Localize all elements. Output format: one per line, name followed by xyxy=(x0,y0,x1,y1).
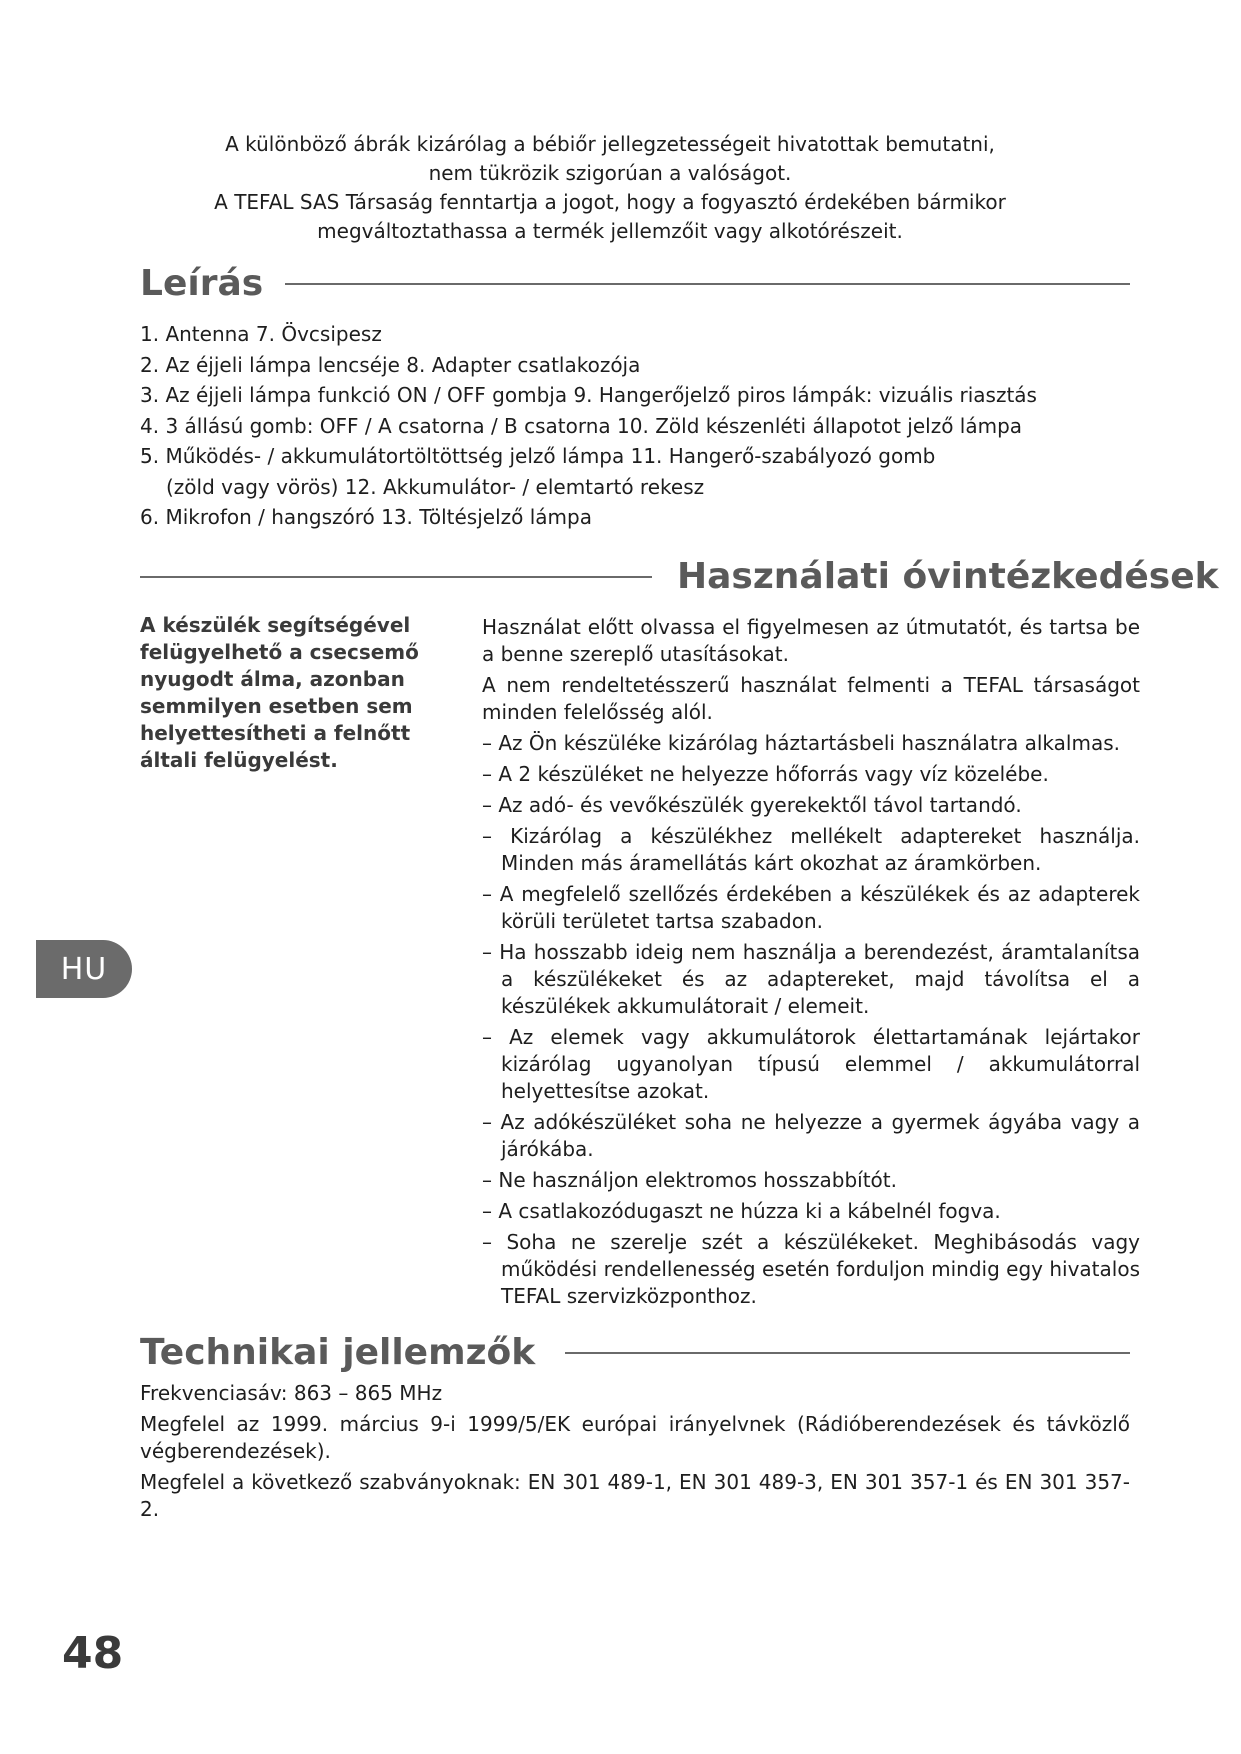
intro-disclaimer xyxy=(160,130,1060,246)
list-item: – A megfelelő szellőzés érdekében a készülékek és az adapterek körüli területet tartsa szabadon. xyxy=(482,882,1140,933)
language-tab xyxy=(36,940,132,998)
heading-rule xyxy=(565,1352,1130,1354)
precautions-heading xyxy=(140,556,1219,597)
list-item: – Az elemek vagy akkumulátorok élettartamának lejártakor kizárólag ugyanolyan típusú elemmel / akkumulátorral helyettesítse azokat. xyxy=(482,1025,1140,1103)
intro-line: nem tükrözik szigorúan a valóságot. xyxy=(428,161,792,185)
standards-line: Megfelel a következő szabványoknak: EN 301 489-1, EN 301 489-3, EN 301 357-1 és EN 301 357-2. xyxy=(140,1470,1130,1521)
technical-body xyxy=(140,1380,1130,1527)
page-number: 48 xyxy=(62,1628,124,1679)
heading-rule xyxy=(285,283,1130,285)
technical-title: Technikai jellemzők xyxy=(140,1332,536,1373)
description-heading xyxy=(140,263,1130,304)
list-item: (zöld vagy vörös) 12. Akkumulátor- / elemtartó rekesz xyxy=(166,474,705,499)
supervision-note: A készülék segítségével felügyelhető a csecsemő nyugodt álma, azonban semmilyen esetben sem helyettesítheti a felnőtt általi felügyelést. xyxy=(140,613,419,772)
list-item: – Soha ne szerelje szét a készülékeket. Meghibásodás vagy működési rendellenesség esetén forduljon mindig egy hivatalos TEFAL szervizközponthoz. xyxy=(482,1230,1140,1308)
list-item: – Az adókészüléket soha ne helyezze a gyermek ágyába vagy a járókába. xyxy=(482,1110,1140,1161)
description-title: Leírás xyxy=(140,263,264,304)
list-item: – A csatlakozódugaszt ne húzza ki a kábelnél fogva. xyxy=(482,1199,1001,1223)
description-list xyxy=(140,319,1100,533)
list-item: 4. 3 állású gomb: OFF / A csatorna / B csatorna 10. Zöld készenléti állapotot jelző lámpa xyxy=(140,413,1023,438)
frequency-line: Frekvenciasáv: 863 – 865 MHz xyxy=(140,1381,443,1405)
list-item: 5. Működés- / akkumulátortöltöttség jelző lámpa 11. Hangerő-szabályozó gomb xyxy=(140,444,936,468)
list-item: – A 2 készüléket ne helyezze hőforrás vagy víz közelébe. xyxy=(482,762,1049,786)
heading-rule xyxy=(140,576,652,578)
intro-line: megváltoztathassa a termék jellemzőit vagy alkotórészeit. xyxy=(317,219,903,243)
intro-line: A TEFAL SAS Társaság fenntartja a jogot, hogy a fogyasztó érdekében bármikor xyxy=(214,190,1006,214)
technical-heading xyxy=(140,1332,1130,1373)
list-item: – Ha hosszabb ideig nem használja a berendezést, áramtalanítsa a készülékeket és az adaptereket, majd távolítsa el a készülékek akkumulátorait / elemeit. xyxy=(482,940,1140,1018)
precautions-body xyxy=(482,614,1140,1314)
precautions-title: Használati óvintézkedések xyxy=(677,556,1219,597)
list-item: – Kizárólag a készülékhez mellékelt adaptereket használja. Minden más áramellátás kárt okozhat az áramkörben. xyxy=(482,824,1140,875)
list-item: 2. Az éjjeli lámpa lencséje 8. Adapter csatlakozója xyxy=(140,352,641,377)
list-item: – Az Ön készüléke kizárólag háztartásbeli használatra alkalmas. xyxy=(482,731,1120,755)
intro-line: A különböző ábrák kizárólag a bébiőr jellegzetességeit hivatottak bemutatni, xyxy=(225,132,995,156)
list-item: – Az adó- és vevőkészülék gyerekektől távol tartandó. xyxy=(482,793,1022,817)
list-item: 1. Antenna 7. Övcsipesz xyxy=(140,322,382,346)
list-item: 3. Az éjjeli lámpa funkció ON / OFF gombja 9. Hangerőjelző piros lámpák: vizuális riasztás xyxy=(140,383,1037,407)
paragraph: Használat előtt olvassa el figyelmesen az útmutatót, és tartsa be a benne szereplő utasításokat. xyxy=(482,615,1140,666)
list-item: 6. Mikrofon / hangszóró 13. Töltésjelző lámpa xyxy=(140,505,592,529)
directive-line: Megfelel az 1999. március 9-i 1999/5/EK európai irányelvnek (Rádióberendezések és távközlő végberendezések). xyxy=(140,1412,1130,1463)
paragraph: A nem rendeltetésszerű használat felmenti a TEFAL társaságot minden felelősség alól. xyxy=(482,673,1140,724)
language-label: HU xyxy=(60,951,108,987)
list-item: – Ne használjon elektromos hosszabbítót. xyxy=(482,1168,897,1192)
